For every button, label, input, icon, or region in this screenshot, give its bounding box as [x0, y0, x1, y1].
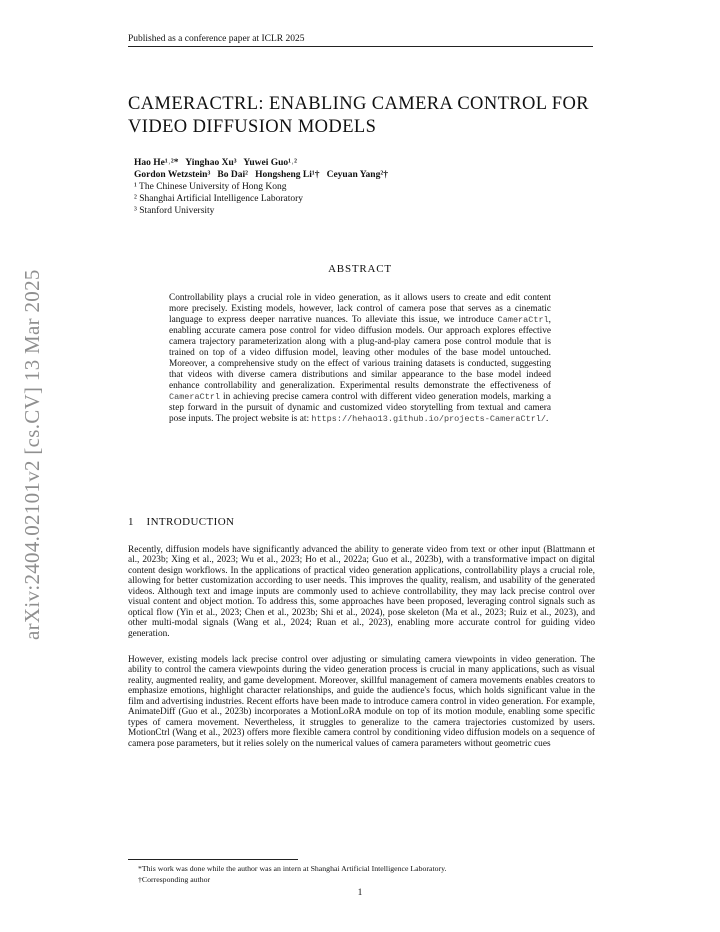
body-paragraph: Recently, diffusion models have significantly advanced the ability to generate video from text or other input (Blattmann et al., 2023b; Xing et al., 2023; Wu et al., 2023; Ho et al., 2022a; Guo et al., 2023b), with a transformative impact on digital content design workflows. In the applications of practical video generation applications, controllability plays a crucial role, allowing for better customization according to user needs. This improves the quality, realism, and usability of the generated videos. Although text and image inputs are commonly used to achieve controllability, they may lack precise control over visual content and object motion. To address this, some approaches have been proposed, leveraging control signals such as optical flow (Yin et al., 2023; Chen et al., 2023b; Shi et al., 2024), pose skeleton (Ma et al., 2023; Ruiz et al., 2023), and other multi-modal signals (Wang et al., 2024; Ruan et al., 2023), enabling more accurate control for guiding video generation. — [128, 545, 595, 639]
affiliation-1: ¹ The Chinese University of Hong Kong — [134, 182, 287, 192]
affiliation-2: ² Shanghai Artificial Intelligence Laboratory — [134, 194, 304, 204]
affiliation-3: ³ Stanford University — [134, 206, 215, 216]
section-heading-introduction: 1 INTRODUCTION — [128, 516, 235, 528]
abstract-heading: ABSTRACT — [328, 263, 392, 275]
abstract-text: Controllability plays a crucial role in video generation, as it allows users to create and edit content more precisely. Existing models, however, lack control of camera pose that serves as a cinematic language to express deeper narrative nuances. To alleviate this issue, we introduce CameraCtrl, enabling accurate camera pose control for video diffusion models. Our approach explores effective camera trajectory parameterization along with a plug-and-play camera pose control module that is trained on top of a video diffusion model, leaving other modules of the base model untouched. Moreover, a comprehensive study on the effect of various training datasets is conducted, suggesting that videos with diverse camera distributions and similar appearance to the base model indeed enhance controllability and generalization. Experimental results demonstrate the effectiveness of CameraCtrl in achieving precise camera control with different video generation models, marking a step forward in the pursuit of dynamic and customized video storytelling from textual and camera pose inputs. The project website is at: https://hehao13.github.io/projects-CameraCtrl/. — [169, 293, 551, 424]
author-line-1: Hao He¹˒²* Yinghao Xu³ Yuwei Guo¹˒² — [134, 158, 298, 168]
running-header: Published as a conference paper at ICLR 2025 — [128, 34, 305, 44]
arxiv-sidebar-stamp: arXiv:2404.02101v2 [cs.CV] 13 Mar 2025 — [20, 269, 44, 640]
footnote-corresponding: †Corresponding author — [138, 875, 211, 884]
paper-title: CAMERACTRL: ENABLING CAMERA CONTROL FOR VIDEO DIFFUSION MODELS — [128, 94, 589, 137]
header-rule — [128, 46, 593, 47]
code-cameractrl: CameraCtrl — [169, 392, 221, 402]
footnote-intern: *This work was done while the author was an intern at Shanghai Artificial Intelligence Laboratory. — [138, 864, 447, 873]
page-number: 1 — [357, 888, 363, 898]
footnote-rule — [128, 859, 298, 860]
body-paragraph: However, existing models lack precise control over adjusting or simulating camera viewpoints in video generation. The ability to control the camera viewpoints during the video generation process is crucial in many applications, such as visual reality, augmented reality, and game development. Moreover, skillful management of camera movements enables creators to emphasize emotions, highlight character relationships, and guide the audience's focus, which holds significant value in the film and advertising industries. Recent efforts have been made to introduce camera control in video generation. For example, AnimateDiff (Guo et al., 2023b) incorporates a MotionLoRA module on top of its motion module, enabling some specific types of camera movement. Nevertheless, it struggles to generalize to the camera trajectories customized by users. MotionCtrl (Wang et al., 2023) offers more flexible camera control by conditioning video diffusion models on a sequence of camera pose parameters, but it relies solely on the numerical values of camera parameters without geometric cues — [128, 655, 595, 749]
author-line-2: Gordon Wetzstein³ Bo Dai² Hongsheng Li¹† Ceyuan Yang²† — [134, 170, 388, 180]
project-url-link[interactable]: https://hehao13.github.io/projects-CameraCtrl/ — [311, 414, 546, 424]
author-block — [134, 157, 388, 217]
code-cameractrl: CameraCtrl — [497, 315, 549, 325]
